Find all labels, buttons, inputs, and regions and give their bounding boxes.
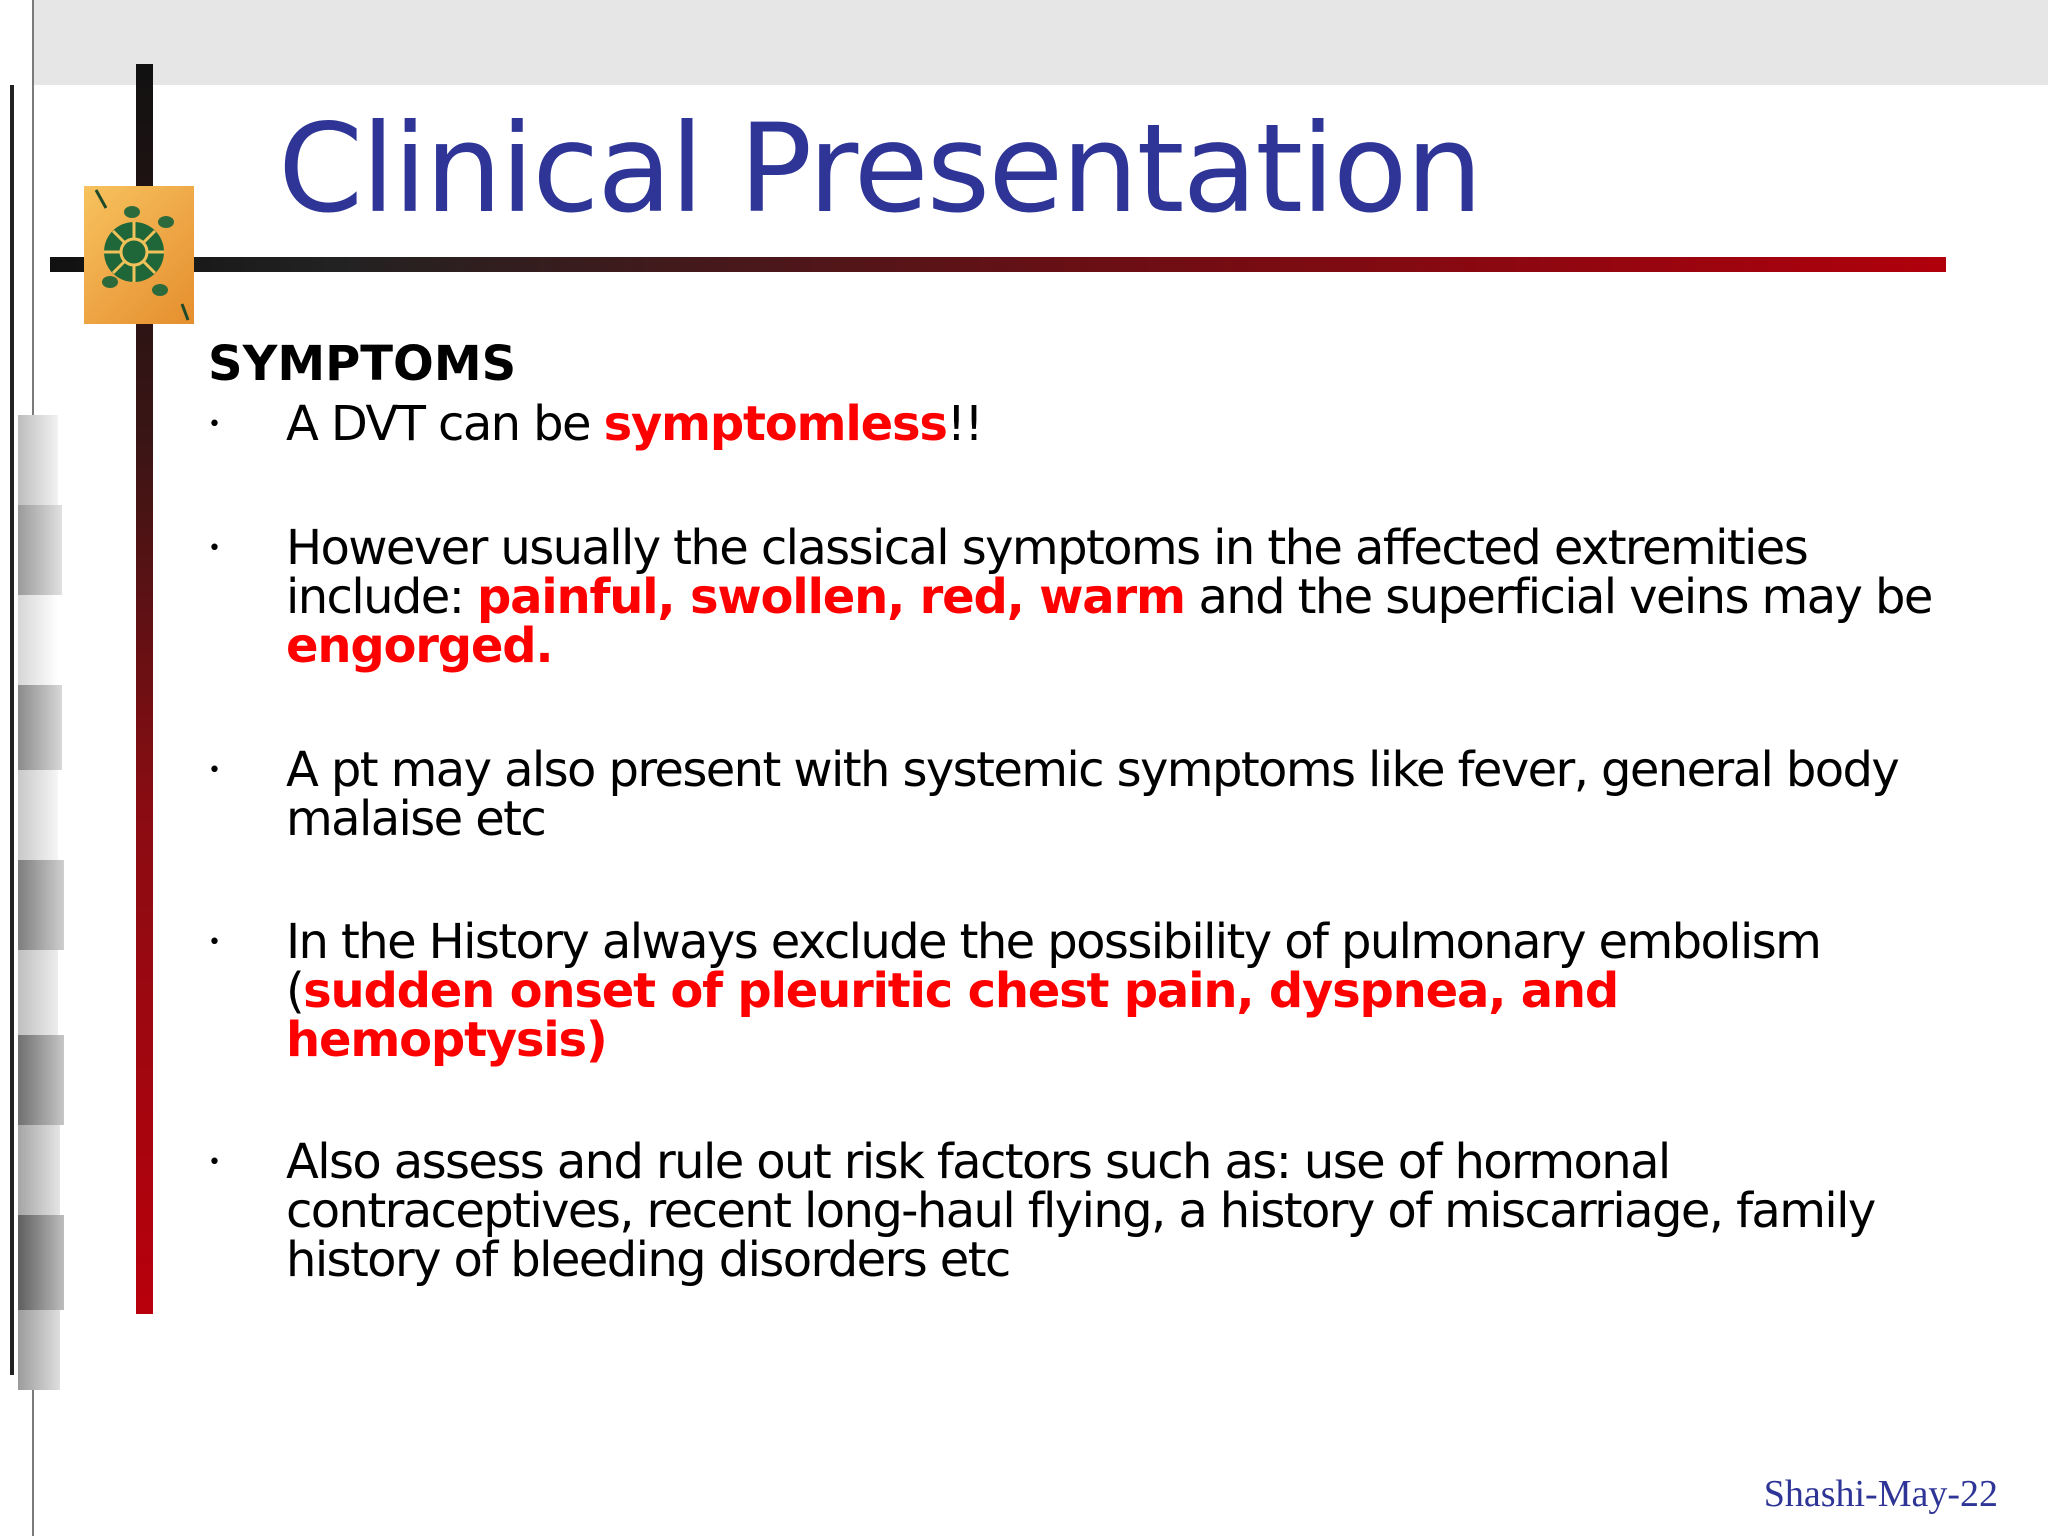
bullet-text	[286, 396, 1938, 452]
slide-title: Clinical Presentation	[278, 98, 1481, 240]
strip-segment	[18, 505, 62, 595]
strip-segment	[18, 1310, 60, 1390]
bullet-text-segment: and the superficial veins may be	[1184, 569, 1932, 625]
bullet-dot-icon: •	[208, 758, 221, 783]
bullet-item	[208, 520, 1938, 674]
left-decorative-strip	[6, 85, 58, 1455]
bullet-text-segment: In the History always exclude the possibility of pulmonary embolism (	[286, 914, 1821, 1019]
bullet-text-segment: A pt may also present with systemic symptoms like fever, general body malaise etc	[286, 742, 1899, 847]
strip-segment	[18, 1215, 64, 1310]
bullet-emphasis-segment: sudden onset of pleuritic chest pain, dyspnea, and hemoptysis)	[286, 963, 1619, 1068]
bullet-emphasis-segment: symptomless	[603, 396, 947, 452]
bullet-item	[208, 1134, 1938, 1288]
bullet-text-segment: However usually the classical symptoms in the affected extremities include:	[286, 520, 1808, 625]
strip-segment	[18, 415, 58, 505]
turtle-logo-icon	[84, 186, 194, 324]
strip-segment	[18, 1125, 60, 1215]
bullet-dot-icon: •	[208, 1150, 221, 1175]
strip-segment	[18, 595, 58, 685]
bullet-text-segment: A DVT can be	[286, 396, 604, 452]
strip-segment	[18, 860, 64, 950]
slide-footer: Shashi-May-22	[1763, 1473, 1998, 1515]
bullet-text	[286, 914, 1938, 1068]
bullet-text-segment: !!	[946, 396, 982, 452]
bullet-text	[286, 1134, 1938, 1288]
left-strip-rule	[10, 85, 14, 1375]
bullet-text	[286, 742, 1938, 847]
bullet-text	[286, 520, 1938, 674]
top-header-band	[32, 0, 2048, 85]
strip-segment	[18, 950, 58, 1035]
bullet-emphasis-segment: painful, swollen, red, warm	[476, 569, 1185, 625]
bullet-item	[208, 396, 1938, 452]
bullet-dot-icon: •	[208, 412, 221, 437]
bullet-text-segment: Also assess and rule out risk factors such as: use of hormonal contraceptives, recent long-haul flying, a history of miscarriage, family history of bleeding disorders etc	[286, 1134, 1875, 1288]
horizontal-accent-bar	[50, 257, 1946, 272]
strip-segment	[18, 1035, 64, 1125]
bullet-dot-icon: •	[208, 536, 221, 561]
strip-segment	[18, 685, 62, 770]
bullet-item	[208, 742, 1938, 847]
bullet-dot-icon: •	[208, 930, 221, 955]
bullet-item	[208, 914, 1938, 1068]
section-heading: SYMPTOMS	[208, 336, 517, 392]
bullet-emphasis-segment: engorged.	[286, 618, 553, 674]
strip-segment	[18, 770, 58, 860]
